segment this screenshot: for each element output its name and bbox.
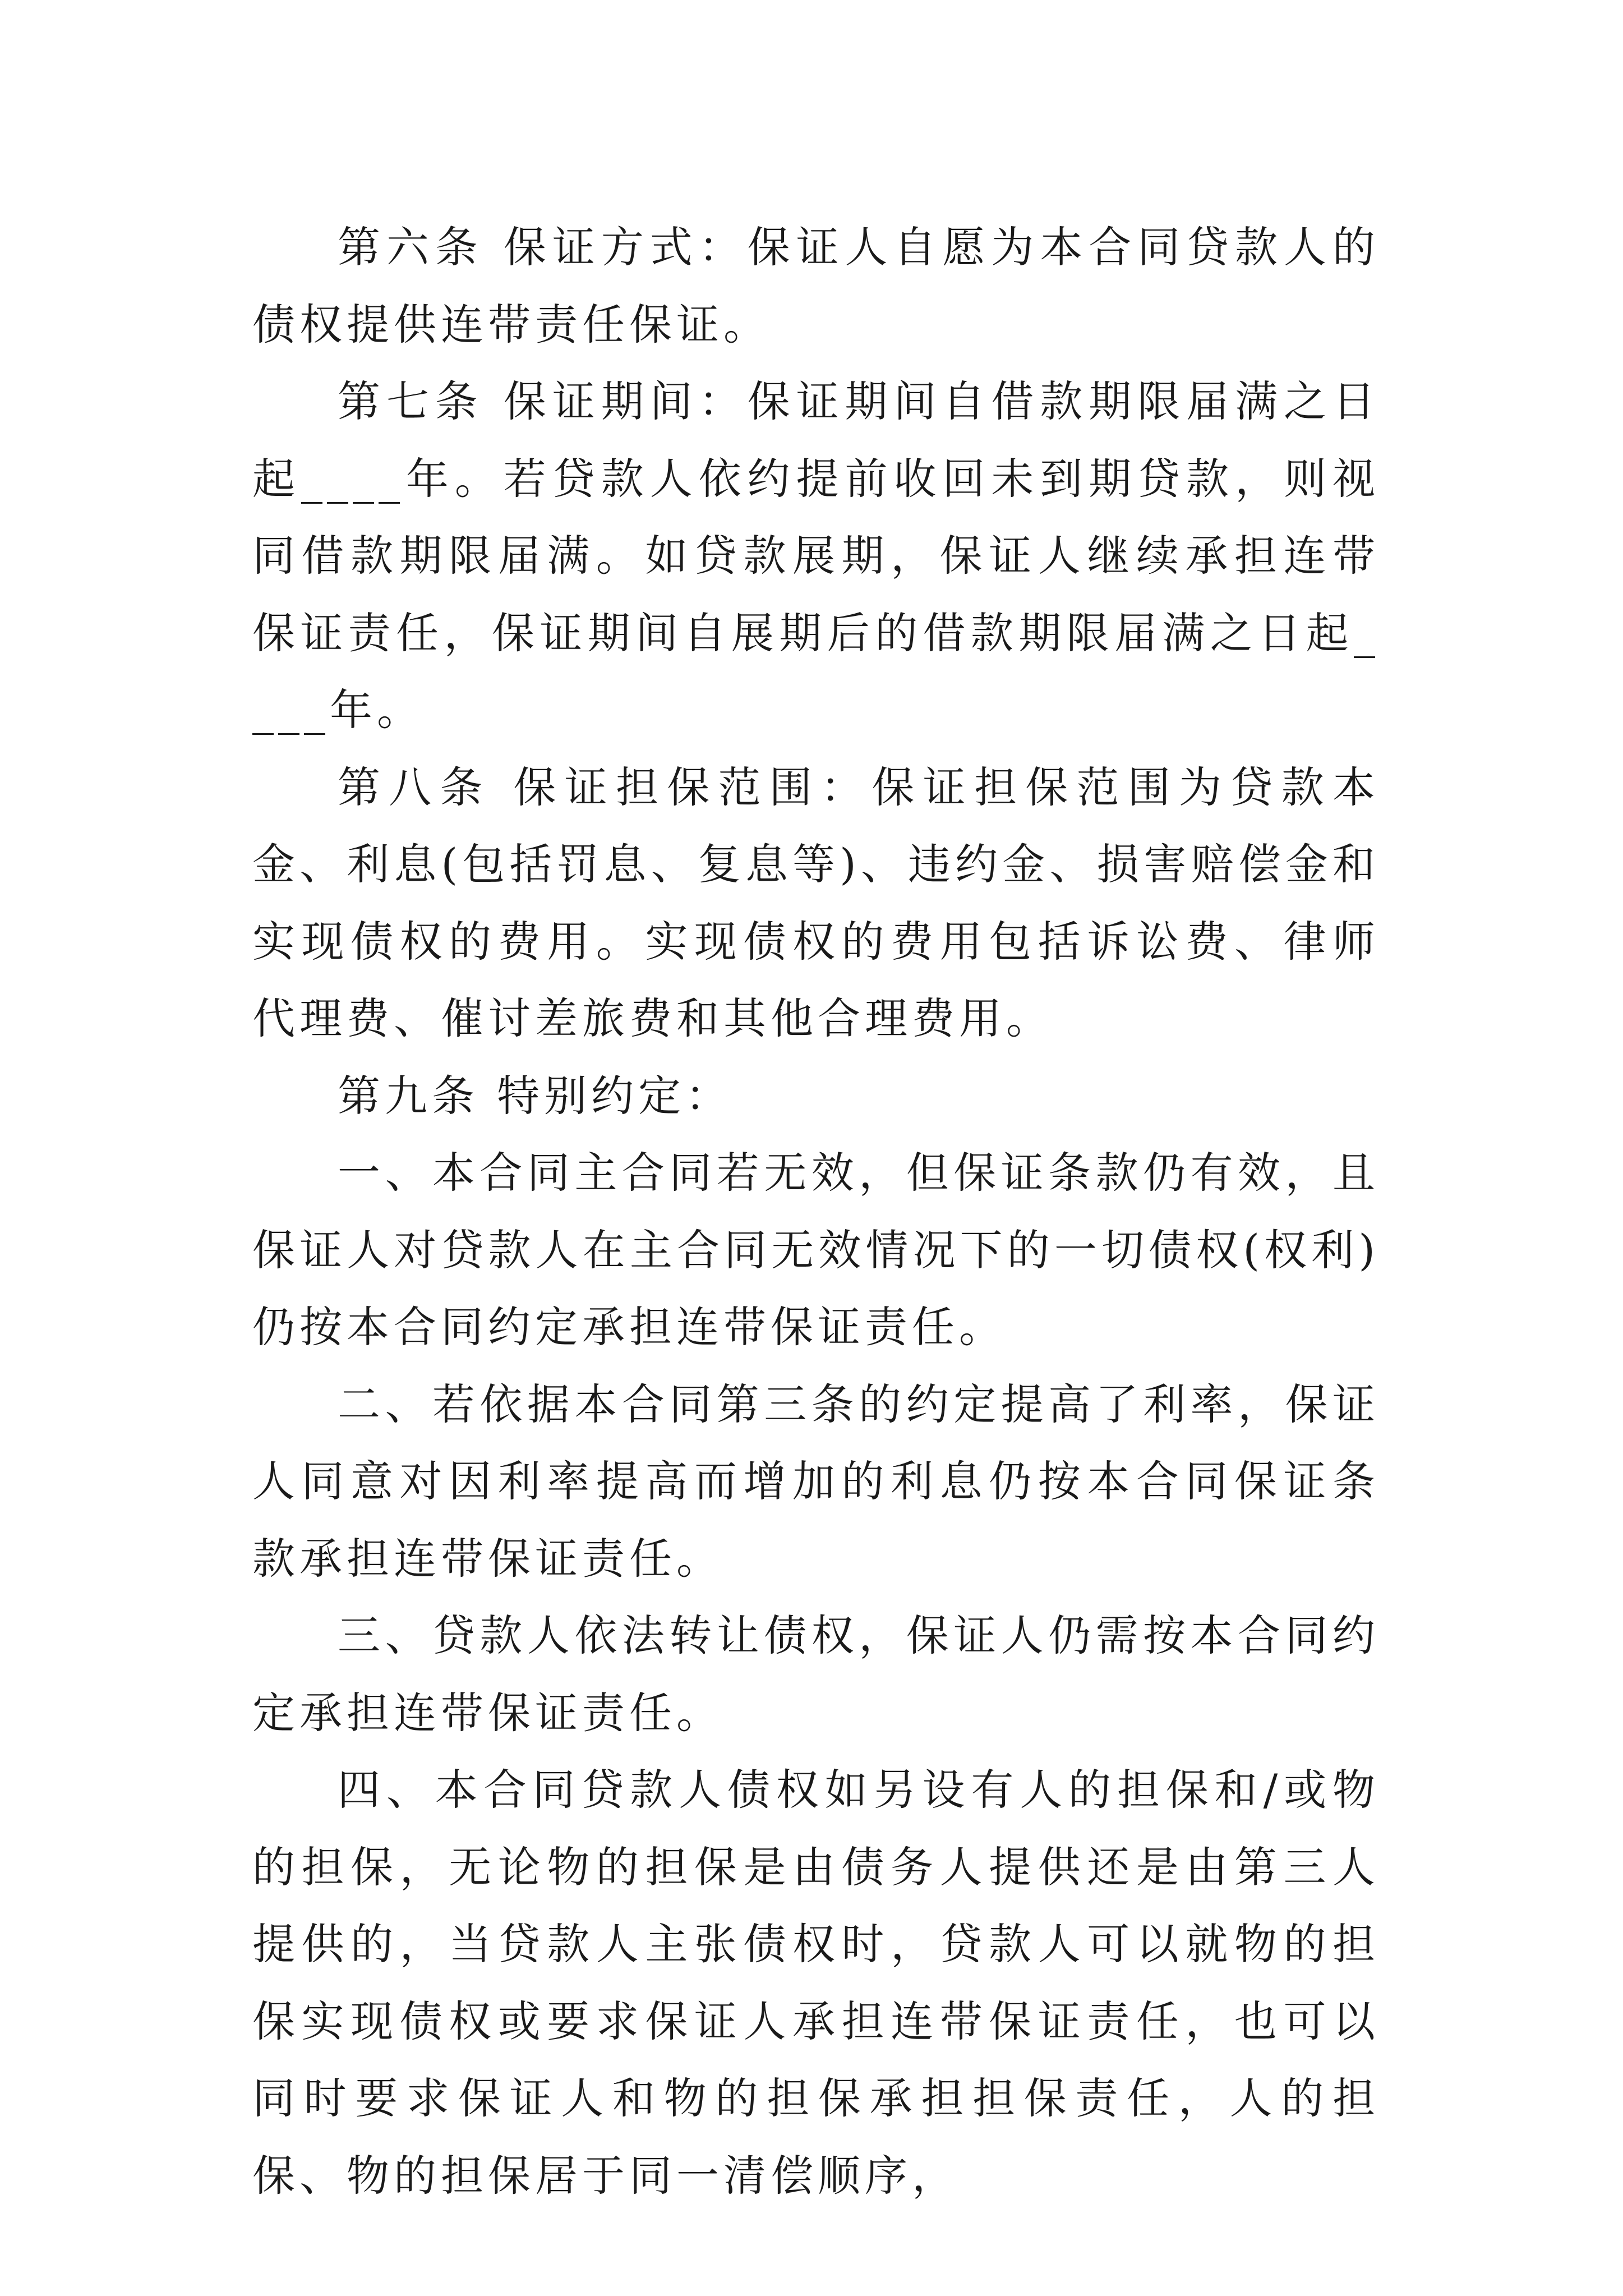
special-term-4: 四、本合同贷款人债权如另设有人的担保和/或物的担保，无论物的担保是由债务人提供还是由第三人提供的，当贷款人主张债权时，贷款人可以就物的担保实现债权或要求保证人承担连带保证责任，也可以同时要求保证人和物的担保承担担保责任，人的担保、物的担保居于同一清偿顺序，: [252, 1765, 1380, 2201]
special-term-3: 三、贷款人依法转让债权，保证人仍需按本合同约定承担连带保证责任。: [252, 1611, 1380, 1738]
article-6-guarantee-method: 第六条 保证方式：保证人自愿为本合同贷款人的债权提供连带责任保证。: [252, 222, 1380, 349]
contract-text: [252, 209, 1380, 2214]
special-term-2: 二、若依据本合同第三条的约定提高了利率，保证人同意对因利率提高而增加的利息仍按本合同保证条款承担连带保证责任。: [252, 1379, 1380, 1584]
article-8-guarantee-scope: 第八条 保证担保范围：保证担保范围为贷款本金、利息(包括罚息、复息等)、违约金、损害赔偿金和实现债权的费用。实现债权的费用包括诉讼费、律师代理费、催讨差旅费和其他合理费用。: [252, 762, 1380, 1043]
article-9-heading: 第九条 特别约定：: [338, 1070, 733, 1121]
special-term-1: 一、本合同主合同若无效，但保证条款仍有效，且保证人对贷款人在主合同无效情况下的一切债权(权利)仍按本合同约定承担连带保证责任。: [252, 1148, 1380, 1352]
article-7-guarantee-period: 第七条 保证期间：保证期间自借款期限届满之日起____年。若贷款人依约提前收回未到期贷款，则视同借款期限届满。如贷款展期，保证人继续承担连带保证责任，保证期间自展期后的借款期限届满之日起____年。: [252, 376, 1380, 735]
